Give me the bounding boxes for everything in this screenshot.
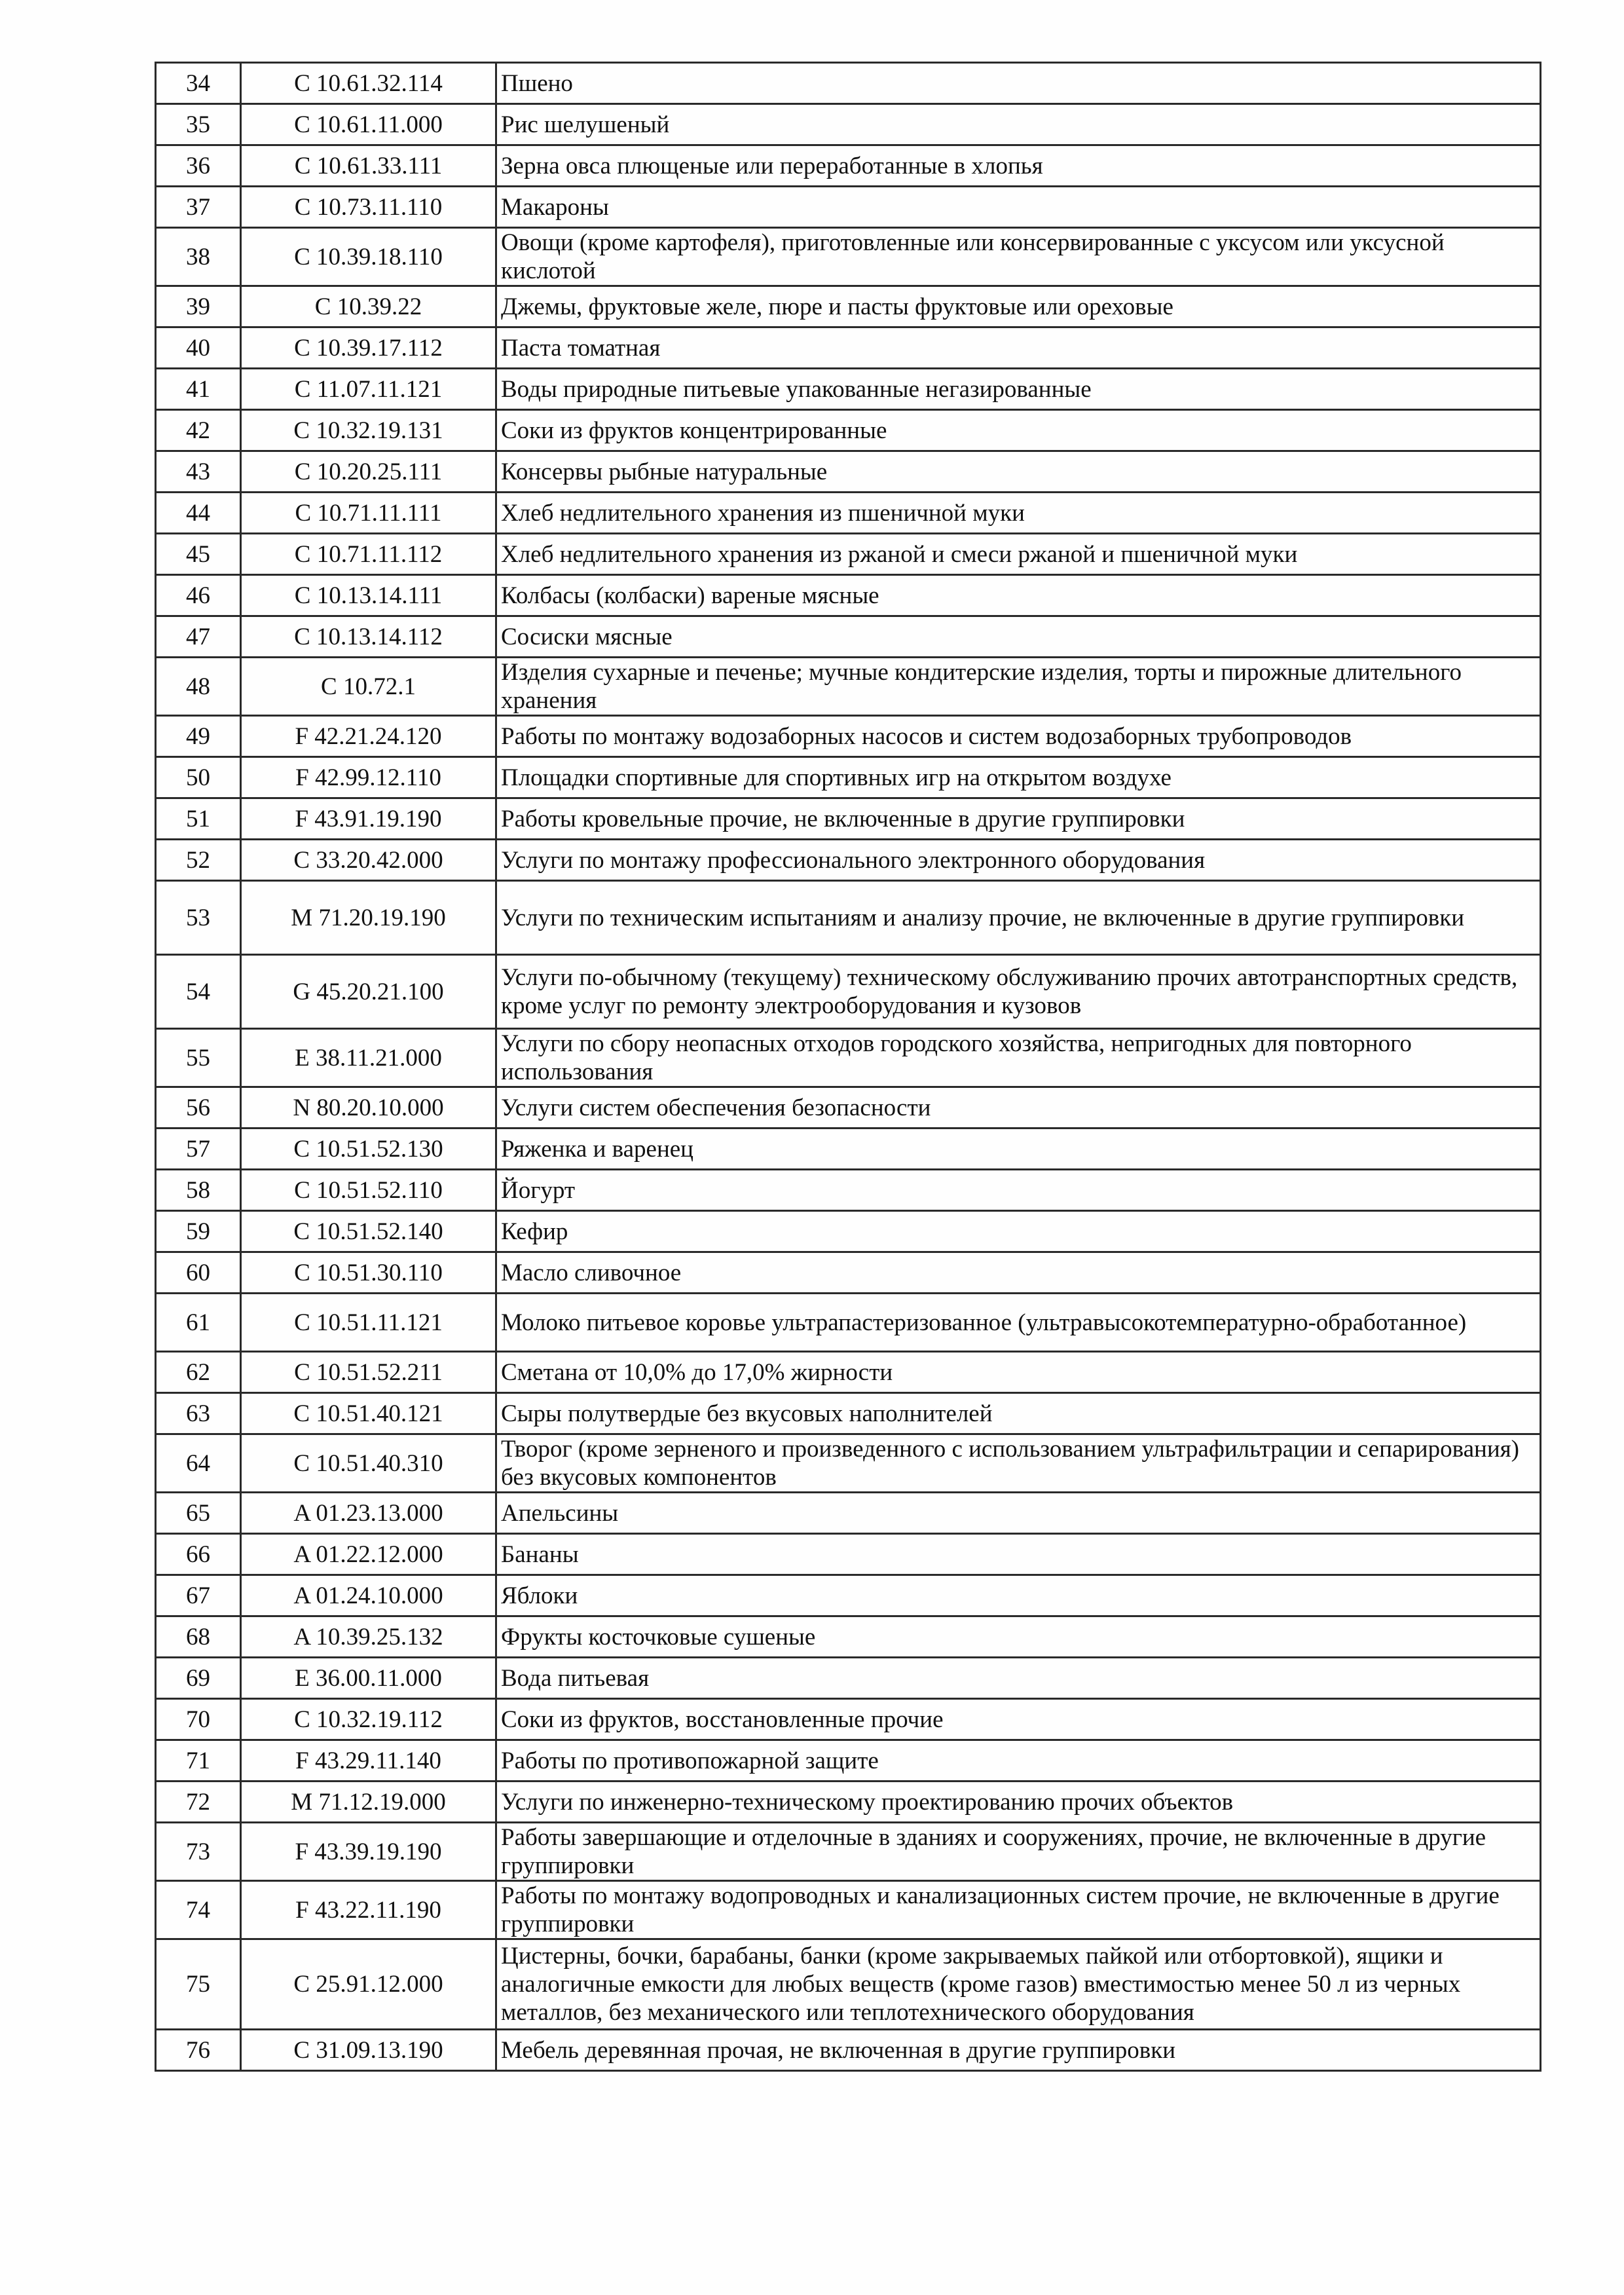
table-row bbox=[156, 228, 1541, 286]
item-name: Пшено bbox=[496, 63, 1541, 104]
row-number: 62 bbox=[156, 1352, 241, 1393]
item-name: Площадки спортивные для спортивных игр на открытом воздухе bbox=[496, 757, 1541, 798]
row-number: 38 bbox=[156, 228, 241, 286]
classifier-code: C 33.20.42.000 bbox=[241, 840, 496, 881]
item-name: Макароны bbox=[496, 187, 1541, 228]
table-row bbox=[156, 63, 1541, 104]
table-row bbox=[156, 881, 1541, 955]
classifier-code: A 01.23.13.000 bbox=[241, 1493, 496, 1534]
classifier-code: C 10.32.19.131 bbox=[241, 410, 496, 451]
table-row bbox=[156, 575, 1541, 616]
table-row bbox=[156, 1252, 1541, 1294]
table-row bbox=[156, 451, 1541, 493]
table-row bbox=[156, 1087, 1541, 1129]
table-row bbox=[156, 1170, 1541, 1211]
row-number: 49 bbox=[156, 716, 241, 757]
table-row bbox=[156, 1493, 1541, 1534]
row-number: 53 bbox=[156, 881, 241, 955]
item-name: Вода питьевая bbox=[496, 1658, 1541, 1699]
classifier-code: C 10.20.25.111 bbox=[241, 451, 496, 493]
classifier-code: C 10.72.1 bbox=[241, 658, 496, 716]
table-row bbox=[156, 534, 1541, 575]
row-number: 73 bbox=[156, 1823, 241, 1881]
row-number: 70 bbox=[156, 1699, 241, 1740]
item-name: Работы кровельные прочие, не включенные в другие группировки bbox=[496, 798, 1541, 840]
row-number: 46 bbox=[156, 575, 241, 616]
row-number: 64 bbox=[156, 1434, 241, 1493]
row-number: 37 bbox=[156, 187, 241, 228]
classifier-code: C 31.09.13.190 bbox=[241, 2030, 496, 2071]
classifier-code: C 10.61.11.000 bbox=[241, 104, 496, 145]
table-row bbox=[156, 1616, 1541, 1658]
table-row bbox=[156, 1534, 1541, 1575]
classifier-code: C 10.61.32.114 bbox=[241, 63, 496, 104]
table-row bbox=[156, 369, 1541, 410]
item-name: Услуги по инженерно-техническому проектированию прочих объектов bbox=[496, 1782, 1541, 1823]
item-name: Овощи (кроме картофеля), приготовленные или консервированные с уксусом или уксусной кислотой bbox=[496, 228, 1541, 286]
item-name: Услуги по техническим испытаниям и анализу прочие, не включенные в другие группировки bbox=[496, 881, 1541, 955]
row-number: 65 bbox=[156, 1493, 241, 1534]
table-row bbox=[156, 2030, 1541, 2071]
table-row bbox=[156, 104, 1541, 145]
item-name: Молоко питьевое коровье ультрапастеризованное (ультравысокотемпературно-обработанное) bbox=[496, 1294, 1541, 1352]
item-name: Хлеб недлительного хранения из ржаной и смеси ржаной и пшеничной муки bbox=[496, 534, 1541, 575]
classifier-code: C 10.51.11.121 bbox=[241, 1294, 496, 1352]
item-name: Зерна овса плющеные или переработанные в хлопья bbox=[496, 145, 1541, 187]
row-number: 61 bbox=[156, 1294, 241, 1352]
classifier-code: C 10.51.30.110 bbox=[241, 1252, 496, 1294]
row-number: 58 bbox=[156, 1170, 241, 1211]
item-name: Йогурт bbox=[496, 1170, 1541, 1211]
item-name: Кефир bbox=[496, 1211, 1541, 1252]
row-number: 76 bbox=[156, 2030, 241, 2071]
classifier-code: F 42.21.24.120 bbox=[241, 716, 496, 757]
classifier-code: C 10.51.52.211 bbox=[241, 1352, 496, 1393]
item-name: Работы по противопожарной защите bbox=[496, 1740, 1541, 1782]
item-name: Масло сливочное bbox=[496, 1252, 1541, 1294]
row-number: 50 bbox=[156, 757, 241, 798]
row-number: 40 bbox=[156, 327, 241, 369]
item-name: Сосиски мясные bbox=[496, 616, 1541, 658]
row-number: 74 bbox=[156, 1881, 241, 1939]
classifier-code: C 10.51.52.130 bbox=[241, 1129, 496, 1170]
table-row bbox=[156, 187, 1541, 228]
table-row bbox=[156, 1740, 1541, 1782]
row-number: 52 bbox=[156, 840, 241, 881]
table-row bbox=[156, 616, 1541, 658]
row-number: 35 bbox=[156, 104, 241, 145]
row-number: 47 bbox=[156, 616, 241, 658]
classifier-code: C 10.61.33.111 bbox=[241, 145, 496, 187]
classifier-code: F 43.91.19.190 bbox=[241, 798, 496, 840]
classifier-code: A 01.24.10.000 bbox=[241, 1575, 496, 1616]
table-row bbox=[156, 1881, 1541, 1939]
row-number: 41 bbox=[156, 369, 241, 410]
row-number: 69 bbox=[156, 1658, 241, 1699]
item-name: Паста томатная bbox=[496, 327, 1541, 369]
table-row bbox=[156, 1699, 1541, 1740]
item-name: Услуги систем обеспечения безопасности bbox=[496, 1087, 1541, 1129]
table-row bbox=[156, 1939, 1541, 2030]
item-name: Цистерны, бочки, барабаны, банки (кроме закрываемых пайкой или отбортовкой), ящики и аналогичные емкости для любых веществ (кроме газов) вместимостью менее 50 л из черных металлов, без механического или теплотехнического оборудования bbox=[496, 1939, 1541, 2030]
row-number: 36 bbox=[156, 145, 241, 187]
classifier-code: G 45.20.21.100 bbox=[241, 955, 496, 1029]
codes-table bbox=[155, 62, 1541, 2072]
row-number: 34 bbox=[156, 63, 241, 104]
classifier-code: M 71.12.19.000 bbox=[241, 1782, 496, 1823]
table-row bbox=[156, 1211, 1541, 1252]
classifier-code: E 36.00.11.000 bbox=[241, 1658, 496, 1699]
item-name: Работы по монтажу водопроводных и канализационных систем прочие, не включенные в другие группировки bbox=[496, 1881, 1541, 1939]
item-name: Ряженка и варенец bbox=[496, 1129, 1541, 1170]
classifier-code: C 10.13.14.112 bbox=[241, 616, 496, 658]
classifier-code: C 10.51.40.310 bbox=[241, 1434, 496, 1493]
classifier-code: C 10.13.14.111 bbox=[241, 575, 496, 616]
item-name: Хлеб недлительного хранения из пшеничной муки bbox=[496, 493, 1541, 534]
classifier-code: C 10.73.11.110 bbox=[241, 187, 496, 228]
classifier-code: F 42.99.12.110 bbox=[241, 757, 496, 798]
table-row bbox=[156, 840, 1541, 881]
table-row bbox=[156, 716, 1541, 757]
item-name: Рис шелушеный bbox=[496, 104, 1541, 145]
row-number: 57 bbox=[156, 1129, 241, 1170]
table-row bbox=[156, 410, 1541, 451]
table-row bbox=[156, 1823, 1541, 1881]
classifier-code: C 10.71.11.111 bbox=[241, 493, 496, 534]
row-number: 72 bbox=[156, 1782, 241, 1823]
classifier-code: A 10.39.25.132 bbox=[241, 1616, 496, 1658]
classifier-code: C 10.51.52.140 bbox=[241, 1211, 496, 1252]
table-row bbox=[156, 798, 1541, 840]
classifier-code: A 01.22.12.000 bbox=[241, 1534, 496, 1575]
classifier-code: C 10.51.40.121 bbox=[241, 1393, 496, 1434]
table-row bbox=[156, 1658, 1541, 1699]
classifier-code: F 43.29.11.140 bbox=[241, 1740, 496, 1782]
row-number: 54 bbox=[156, 955, 241, 1029]
row-number: 39 bbox=[156, 286, 241, 327]
classifier-code: N 80.20.10.000 bbox=[241, 1087, 496, 1129]
row-number: 45 bbox=[156, 534, 241, 575]
row-number: 59 bbox=[156, 1211, 241, 1252]
item-name: Изделия сухарные и печенье; мучные кондитерские изделия, торты и пирожные длительного хранения bbox=[496, 658, 1541, 716]
item-name: Яблоки bbox=[496, 1575, 1541, 1616]
row-number: 42 bbox=[156, 410, 241, 451]
item-name: Бананы bbox=[496, 1534, 1541, 1575]
table-body bbox=[156, 63, 1541, 2071]
row-number: 48 bbox=[156, 658, 241, 716]
item-name: Апельсины bbox=[496, 1493, 1541, 1534]
classifier-code: C 10.39.22 bbox=[241, 286, 496, 327]
row-number: 44 bbox=[156, 493, 241, 534]
row-number: 55 bbox=[156, 1029, 241, 1087]
classifier-code: C 11.07.11.121 bbox=[241, 369, 496, 410]
item-name: Работы по монтажу водозаборных насосов и систем водозаборных трубопроводов bbox=[496, 716, 1541, 757]
table-row bbox=[156, 1029, 1541, 1087]
table-row bbox=[156, 1129, 1541, 1170]
classifier-code: F 43.22.11.190 bbox=[241, 1881, 496, 1939]
table-row bbox=[156, 1434, 1541, 1493]
item-name: Услуги по-обычному (текущему) техническому обслуживанию прочих автотранспортных средств, кроме услуг по ремонту электрооборудования и кузовов bbox=[496, 955, 1541, 1029]
row-number: 60 bbox=[156, 1252, 241, 1294]
classifier-code: C 10.39.17.112 bbox=[241, 327, 496, 369]
classifier-code: C 10.32.19.112 bbox=[241, 1699, 496, 1740]
classifier-code: C 10.51.52.110 bbox=[241, 1170, 496, 1211]
table-row bbox=[156, 658, 1541, 716]
classifier-code: C 25.91.12.000 bbox=[241, 1939, 496, 2030]
row-number: 75 bbox=[156, 1939, 241, 2030]
row-number: 71 bbox=[156, 1740, 241, 1782]
classifier-code: C 10.71.11.112 bbox=[241, 534, 496, 575]
row-number: 56 bbox=[156, 1087, 241, 1129]
item-name: Работы завершающие и отделочные в зданиях и сооружениях, прочие, не включенные в другие группировки bbox=[496, 1823, 1541, 1881]
table-row bbox=[156, 955, 1541, 1029]
row-number: 67 bbox=[156, 1575, 241, 1616]
item-name: Сыры полутвердые без вкусовых наполнителей bbox=[496, 1393, 1541, 1434]
item-name: Мебель деревянная прочая, не включенная в другие группировки bbox=[496, 2030, 1541, 2071]
item-name: Соки из фруктов, восстановленные прочие bbox=[496, 1699, 1541, 1740]
item-name: Джемы, фруктовые желе, пюре и пасты фруктовые или ореховые bbox=[496, 286, 1541, 327]
table-row bbox=[156, 1393, 1541, 1434]
item-name: Консервы рыбные натуральные bbox=[496, 451, 1541, 493]
item-name: Колбасы (колбаски) вареные мясные bbox=[496, 575, 1541, 616]
table-row bbox=[156, 1575, 1541, 1616]
table-row bbox=[156, 1294, 1541, 1352]
item-name: Услуги по сбору неопасных отходов городского хозяйства, непригодных для повторного использования bbox=[496, 1029, 1541, 1087]
classifier-code: C 10.39.18.110 bbox=[241, 228, 496, 286]
classifier-code: M 71.20.19.190 bbox=[241, 881, 496, 955]
table-row bbox=[156, 327, 1541, 369]
row-number: 43 bbox=[156, 451, 241, 493]
item-name: Услуги по монтажу профессионального электронного оборудования bbox=[496, 840, 1541, 881]
row-number: 63 bbox=[156, 1393, 241, 1434]
item-name: Творог (кроме зерненого и произведенного с использованием ультрафильтрации и сепарирования) без вкусовых компонентов bbox=[496, 1434, 1541, 1493]
item-name: Сметана от 10,0% до 17,0% жирности bbox=[496, 1352, 1541, 1393]
classifier-code: F 43.39.19.190 bbox=[241, 1823, 496, 1881]
classifier-code: E 38.11.21.000 bbox=[241, 1029, 496, 1087]
item-name: Соки из фруктов концентрированные bbox=[496, 410, 1541, 451]
item-name: Фрукты косточковые сушеные bbox=[496, 1616, 1541, 1658]
row-number: 51 bbox=[156, 798, 241, 840]
table-row bbox=[156, 1352, 1541, 1393]
item-name: Воды природные питьевые упакованные негазированные bbox=[496, 369, 1541, 410]
table-row bbox=[156, 286, 1541, 327]
table-row bbox=[156, 757, 1541, 798]
table-row bbox=[156, 145, 1541, 187]
table-row bbox=[156, 1782, 1541, 1823]
row-number: 68 bbox=[156, 1616, 241, 1658]
row-number: 66 bbox=[156, 1534, 241, 1575]
table-row bbox=[156, 493, 1541, 534]
